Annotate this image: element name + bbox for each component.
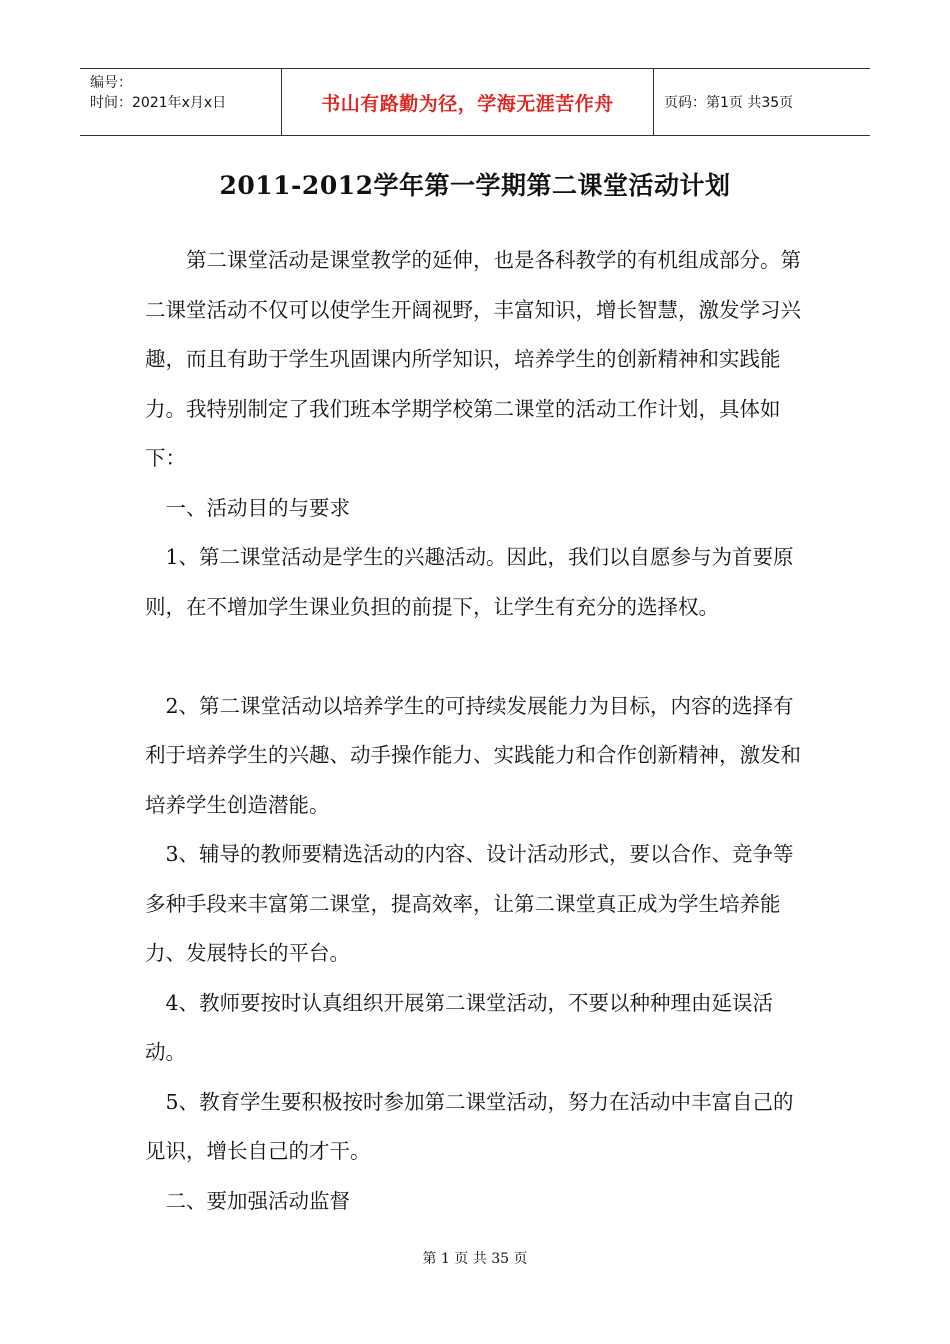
requirement-item-2: 2、第二课堂活动以培养学生的可持续发展能力为目标，内容的选择有利于培养学生的兴趣、动手操作能力、实践能力和合作创新精神，激发和培养学生创造潜能。 (145, 693, 801, 817)
page-footer: 第 1 页 共 35 页 (422, 1251, 528, 1267)
intro-paragraph: 第二课堂活动是课堂教学的延伸，也是各科教学的有机组成部分。第二课堂活动不仅可以使学生开阔视野，丰富知识，增长智慧，激发学习兴趣，而且有助于学生巩固课内所学知识，培养学生的创新精神和实践能力。我特别制定了我们班本学期学校第二课堂的活动工作计划，具体如下： (145, 248, 801, 470)
document-number-label: 编号： (90, 75, 132, 91)
requirement-item-5: 5、教育学生要积极按时参加第二课堂活动，努力在活动中丰富自己的见识，增长自己的才干。 (145, 1089, 794, 1163)
document-header (80, 68, 870, 136)
header-page-info: 页码：第1页 共35页 (664, 95, 794, 111)
section-heading-purpose: 一、活动目的与要求 (165, 495, 350, 520)
header-motto: 书山有路勤为径，学海无涯苦作舟 (282, 69, 654, 135)
requirement-item-3: 3、辅导的教师要精选活动的内容、设计活动形式，要以合作、竞争等多种手段来丰富第二课堂，提高效率，让第二课堂真正成为学生培养能力、发展特长的平台。 (145, 842, 794, 965)
requirement-item-1: 1、第二课堂活动是学生的兴趣活动。因此，我们以自愿参与为首要原则，在不增加学生课业负担的前提下，让学生有充分的选择权。 (145, 545, 794, 619)
document-title: 2011-2012学年第一学期第二课堂活动计划 (219, 171, 731, 200)
section-heading-supervision: 二、要加强活动监督 (165, 1188, 350, 1213)
document-body (145, 236, 810, 1226)
document-date: 时间：2021年x月x日 (90, 95, 227, 111)
header-meta-cell (80, 69, 282, 135)
requirement-item-4: 4、教师要按时认真组织开展第二课堂活动，不要以种种理由延误活动。 (145, 990, 774, 1064)
paragraph-spacer (145, 632, 810, 682)
